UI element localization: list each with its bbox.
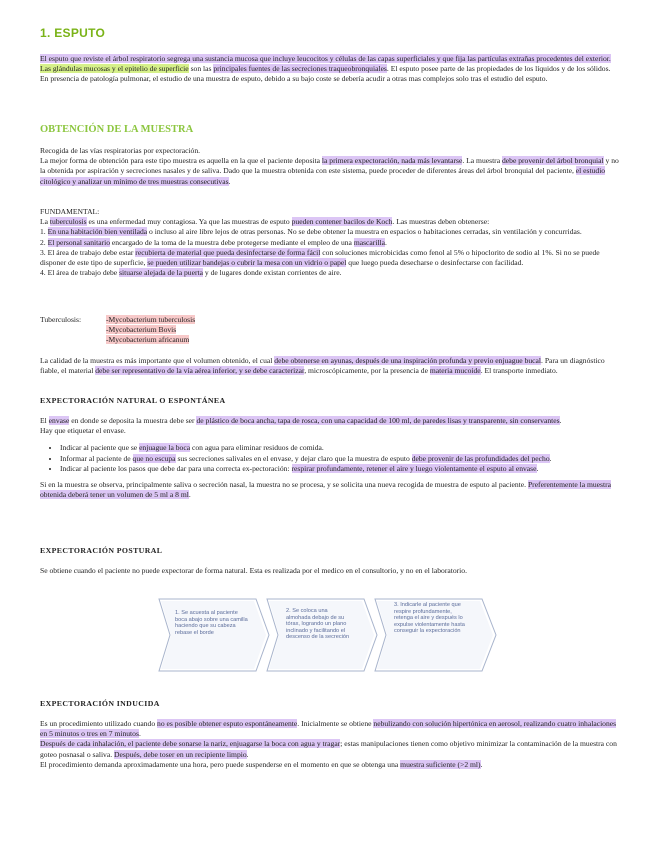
envase-paragraph: El envase en donde se deposita la muestra debe ser de plástico de boca ancha, tapa de rosca, con una capacidad de 100 ml, de paredes lisas y transparente, sin conservantes. <box>40 416 562 425</box>
list-item: • Indicar al paciente que se enjuague la boca con agua para eliminar residuos de comida. <box>60 443 620 453</box>
postural-steps-diagram <box>158 598 498 672</box>
tuberculosis-item: -Mycobacterium Bovis <box>106 325 177 335</box>
tuberculosis-list <box>106 315 195 346</box>
etiquetar-line: Hay que etiquetar el envase. <box>40 426 126 436</box>
diagram-step-2 <box>266 598 378 672</box>
diagram-step-3 <box>374 598 498 672</box>
calidad-paragraph: La calidad de la muestra es más importante que el volumen obtenido, el cual debe obtenerse en ayunas, después de una inspiración profunda y previo enjuague bucal. Para un diagnóstico fiable, el material debe ser representativo de la vía aérea inferior, y se debe caracterizar, microscópicamente, por la presencia de materia mucoide. El transporte inmediato. <box>40 356 605 376</box>
espontanea-bullets <box>40 443 620 474</box>
fundamental-item-1: 1. En una habitación bien ventilada o incluso al aire libre lejos de otras personas. No se debe obtener la muestra en espacios o habitaciones cerradas, sin ventilación y concurridas. <box>40 227 582 237</box>
list-item: • Informar al paciente de que no escupa sus secreciones salivales en el envase, y dejar claro que la muestra de esputo debe provenir de las profundidades del pecho. <box>60 454 620 464</box>
intro-paragraph-1: El esputo que reviste el árbol respiratorio segrega una sustancia mucosa que incluye leucocitos y células de las capas superficiales y que fija las partículas extrañas procedentes del exterior. <box>40 54 611 63</box>
obtencion-section <box>40 146 620 187</box>
diagram-step-2-text: 2. Se coloca una almohada debajo de su tórax, logrando un plano inclinado y facilitando el descenso de la secreción <box>286 608 350 641</box>
fundamental-intro: La tuberculosis es una enfermedad muy contagiosa. Ya que las muestras de esputo pueden contener bacilos de Koch. Las muestras deben obtenerse: <box>40 217 490 227</box>
postural-heading: EXPECTORACIÓN POSTURAL <box>40 546 163 555</box>
intro-section <box>40 54 620 85</box>
obtencion-paragraph: La mejor forma de obtención para este tipo muestra es aquella en la que el paciente deposita la primera expectoración, nada más levantarse. La muestra debe provenir del árbol bronquial y no la obtenida por aspiración y secreciones nasales y de saliva. Dado que la muestra obtenida con este sistema, puede proceder de diferentes áreas del árbol bronquial del paciente, el estudio citológico y analizar un mínimo de tres muestras consecutivas. <box>40 156 619 186</box>
document-title: 1. ESPUTO <box>40 26 106 40</box>
intro-paragraph-2: Las glándulas mucosas y el epitelio de superficie son las principales fuentes de las secreciones traqueobronquiales. El esputo posee parte de las propiedades de los líquidos y de los sólidos. <box>40 64 611 74</box>
espontanea-heading: EXPECTORACIÓN NATURAL O ESPONTÁNEA <box>40 396 226 405</box>
tuberculosis-item: -Mycobacterium africanum <box>106 335 190 345</box>
intro-paragraph-3: En presencia de patología pulmonar, el estudio de una muestra de esputo, debido a su bajo coste se debería acudir a otras mas complejos solo tras el estudio del esputo. <box>40 74 548 84</box>
inducida-paragraph-3: El procedimiento demanda aproximadamente una hora, pero puede suspenderse en el momento en que se obtenga una muestra suficiente (>2 ml). <box>40 759 483 769</box>
inducida-section <box>40 719 620 770</box>
fundamental-item-4: 4. El área de trabajo debe situarse alejada de la puerta y de lugares donde existan corrientes de aire. <box>40 268 342 278</box>
inducida-paragraph-1: Es un procedimiento utilizado cuando no es posible obtener esputo espontáneamente. Inicialmente se obtiene nebulizando con solución hipertónica en aerosol, realizando cuatro inhalaciones en 5 minutos o tres en 7 minutos. <box>40 719 617 739</box>
obtencion-heading: OBTENCIÓN DE LA MUESTRA <box>40 124 194 135</box>
diagram-step-1 <box>158 598 270 672</box>
fundamental-item-3: 3. El área de trabajo debe estar recubierta de material que pueda desinfectarse de forma fácil con soluciones microbicidas como fenol al 5% o hipoclorito de sodio al 1%. Si no se puede disponer de este tipo de superficie, se pueden utilizar bandejas o cubrir la mesa con un vidrio o papel que luego pueda desecharse o desinfectarse con facilidad. <box>40 247 600 268</box>
inducida-paragraph-2: Después de cada inhalación, el paciente debe sonarse la nariz, enjuagarse la boca con agua y tragar; estas manipulaciones tienen como objetivo minimizar la contaminación de la muestra con goteo posnasal o saliva. Después, debe toser en un recipiente limpio. <box>40 739 617 759</box>
postural-paragraph: Se obtiene cuando el paciente no puede expectorar de forma natural. Esta es realizada por el medico en el consultorio, y no en el laboratorio. <box>40 566 467 575</box>
tuberculosis-label: Tuberculosis: <box>40 315 82 324</box>
diagram-step-1-text: 1. Se acuesta al paciente boca abajo sobre una camilla haciendo que su cabeza rebase el borde <box>175 610 248 636</box>
obtencion-line-1: Recogida de las vías respiratorias por expectoración. <box>40 146 201 155</box>
list-item: • Indicar al paciente los pasos que debe dar para una correcta ex-pectoración: respirar profundamente, retener el aire y luego violentamente el esputo al envase. <box>60 464 620 474</box>
tuberculosis-item: -Mycobacterium tuberculosis <box>106 315 196 324</box>
fundamental-label: FUNDAMENTAL: <box>40 207 100 216</box>
muestra-paragraph: Si en la muestra se observa, principalmente saliva o secreción nasal, la muestra no se procesa, y se solicita una nueva recogida de muestra de esputo al paciente. Preferentemente la muestra obtenida deberá tener un volumen de 5 ml a 8 ml. <box>40 480 612 500</box>
espontanea-section <box>40 416 620 500</box>
inducida-heading: EXPECTORACIÓN INDUCIDA <box>40 699 160 708</box>
tuberculosis-block <box>40 315 340 346</box>
fundamental-section <box>40 207 620 278</box>
fundamental-item-2: 2. El personal sanitario encargado de la toma de la muestra debe protegerse mediante el empleo de una mascarilla. <box>40 237 387 247</box>
diagram-step-3-text: 3. Indicarle al paciente que respire profundamente, retenga el aire y después lo expulse violentamente hasta conseguir la expectoración <box>394 602 465 635</box>
